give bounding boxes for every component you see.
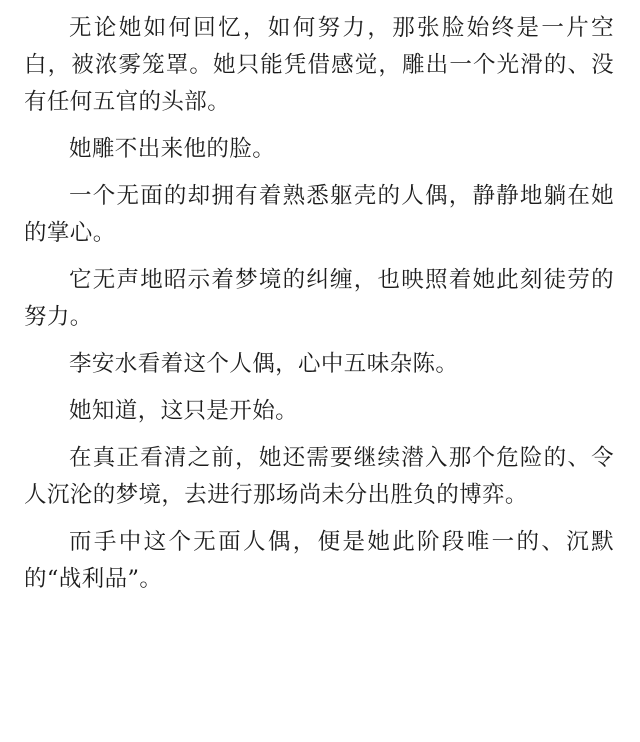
paragraph: 她雕不出来他的脸。 (69, 136, 276, 162)
paragraph: 它无声地昭示着梦境的纠缠，也映照着她此刻徒劳的努力。 (24, 267, 614, 330)
paragraph: 她知道，这只是开始。 (69, 398, 299, 424)
paragraph: 在真正看清之前，她还需要继续潜入那个危险的、令人沉沦的梦境，去进行那场尚未分出胜负的博弈。 (24, 445, 614, 508)
paragraph: 而手中这个无面人偶，便是她此阶段唯一的、沉默的“战利品”。 (24, 529, 614, 592)
paragraph: 李安水看着这个人偶，心中五味杂陈。 (69, 351, 459, 377)
paragraph: 一个无面的却拥有着熟悉躯壳的人偶，静静地躺在她的掌心。 (24, 183, 614, 246)
paragraph: 无论她如何回忆，如何努力，那张脸始终是一片空白，被浓雾笼罩。她只能凭借感觉，雕出一个光滑的、没有任何五官的头部。 (24, 15, 614, 115)
